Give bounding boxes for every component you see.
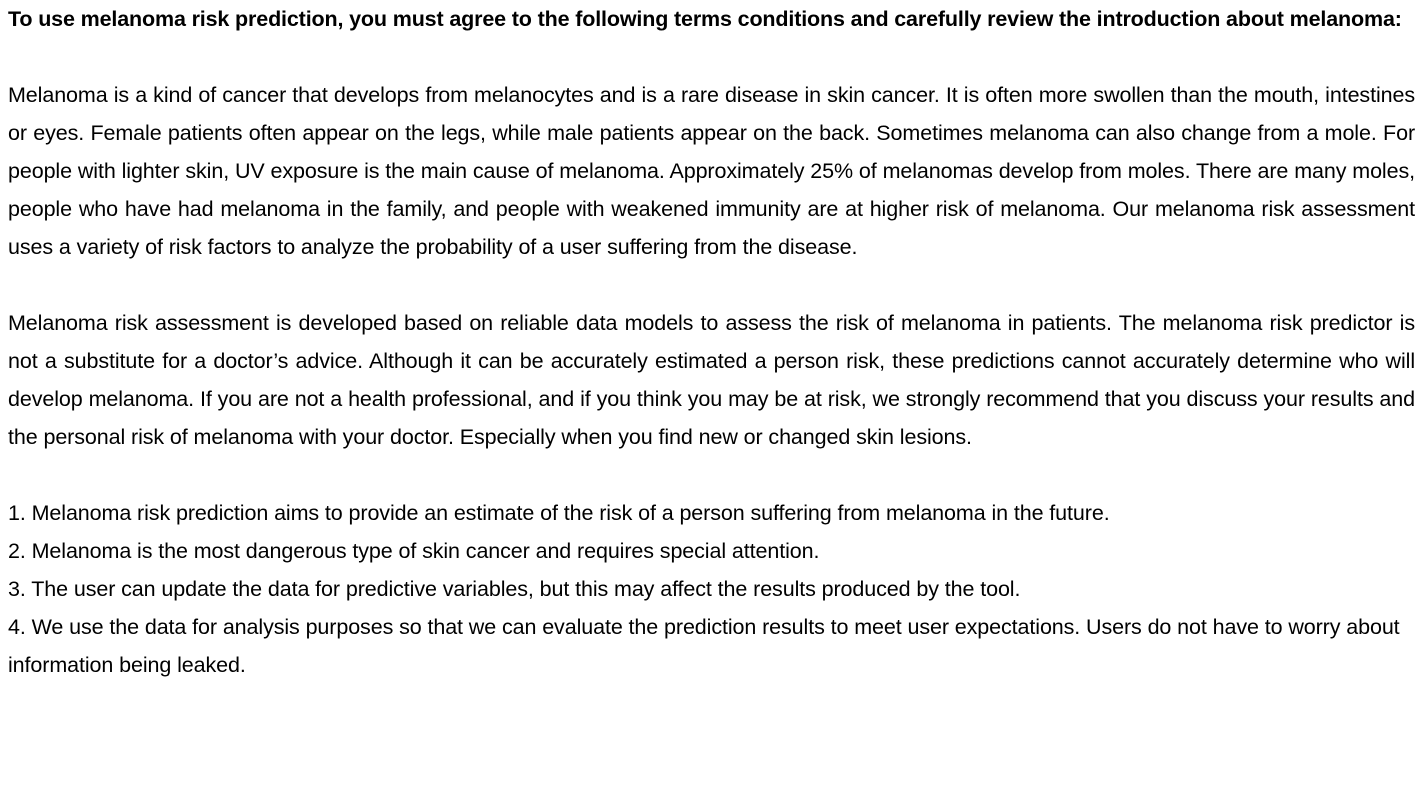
intro-paragraph-melanoma: Melanoma is a kind of cancer that develops from melanocytes and is a rare disease in skin cancer. It is often more swollen than the mouth, intestines or eyes. Female patients often appear on the legs, while male patients appear on the back. Sometimes melanoma can also change from a mole. For people with lighter skin, UV exposure is the main cause of melanoma. Approximately 25% of melanomas develop from moles. There are many moles, people who have had melanoma in the family, and people with weakened immunity are at higher risk of melanoma. Our melanoma risk assessment uses a variety of risk factors to analyze the probability of a user suffering from the disease. [8, 83, 1415, 259]
terms-list-item: 4. We use the data for analysis purposes so that we can evaluate the prediction results to meet user expectations. Users do not have to worry about information being leaked. [8, 615, 1400, 677]
page-heading: To use melanoma risk prediction, you must agree to the following terms conditions and carefully review the introduction about melanoma: [8, 7, 1402, 31]
intro-paragraph-assessment: Melanoma risk assessment is developed based on reliable data models to assess the risk of melanoma in patients. The melanoma risk predictor is not a substitute for a doctor’s advice. Although it can be accurately estimated a person risk, these predictions cannot accurately determine who will develop melanoma. If you are not a health professional, and if you think you may be at risk, we strongly recommend that you discuss your results and the personal risk of melanoma with your doctor. Especially when you find new or changed skin lesions. [8, 311, 1415, 449]
terms-list-item: 3. The user can update the data for predictive variables, but this may affect the results produced by the tool. [8, 577, 1021, 601]
terms-list-item: 2. Melanoma is the most dangerous type of skin cancer and requires special attention. [8, 539, 820, 563]
terms-list-item: 1. Melanoma risk prediction aims to provide an estimate of the risk of a person suffering from melanoma in the future. [8, 501, 1110, 525]
terms-list [8, 494, 1415, 684]
